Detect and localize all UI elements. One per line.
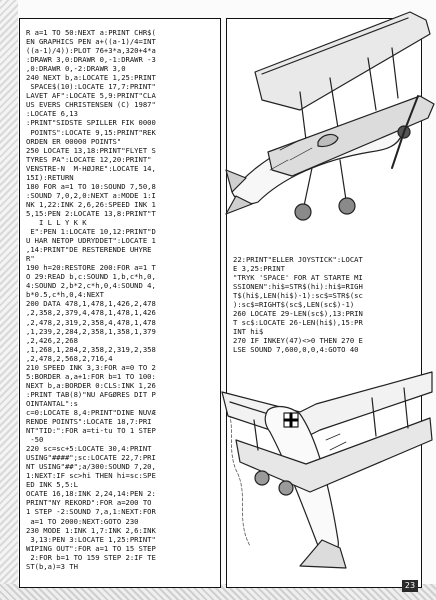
page-number: 23 xyxy=(402,580,418,592)
basic-listing-left: R a=1 TO 50:NEXT a:PRINT CHR$( EN GRAPHICS PEN a+((a-1)/4=INT ((a-1)/4)):PLOT 76+3*a,320+4*a :DRAWR 3,0:DRAWR 0,-1:DRAWR -3 ,0:DRAWR 0,-2:DRAWR 3,0 240 NEXT b,a:LOCATE 1,25:PRINT SPACE$(10):LOCATE 17,7:PRINT" LAVET AF":LOCATE 5,9:PRINT"CLA US EVERS CHRISTENSEN (C) 1987" :LOCATE 6,13 :PRINT"SIDSTE SPILLER FIK 0000 POINTS":LOCATE 9,15:PRINT"REK ORDEN ER 00000 POINTS" 250 LOCATE 13,18:PRINT"FLYET S TYRES PA":LOCATE 12,20:PRINT" VENSTRE-N M-HØJRE":LOCATE 14, 15I):RETURN 180 FOR a=1 TO 10:SOUND 7,50,8 :SOUND 7,0,2,0:NEXT a:MODE 1:I NK 1,22:INK 2,6,26:SPEED INK 1 5,15:PEN 2:LOCATE 13,8:PRINT"T I L L Y K K E":PEN 1:LOCATE 10,12:PRINT"D U HAR NETOP UDRYDDET":LOCATE 1 ,14:PRINT"DE RESTERENDE UHYRE R" 190 h=20:RESTORE 200:FOR a=1 T O 29:READ b,c:SOUND 1,b,c*h,0, 4:SOUND 2,b*2,c*h,0,4:SOUND 4, b*0.5,c*h,0,4:NEXT 200 DATA 478,1,478,1,426,2,478 ,2,358,2,379,4,478,1,478,1,426 ,2,478,2,319,2,358,4,478,1,478 ,1,239,2,284,2,358,1,358,1,379 ,2,426,2,268 ,1,268,1,284,2,358,2,319,2,358 ,2,478,2,568,2,716,4 210 SPEED INK 3,3:FOR a=0 TO 2 5:BORDER a,a+1:FOR b=1 TO 100: NEXT b,a:BORDER 0:CLS:INK 1,26 :PRINT TAB(8)"NU AFGØRES DIT P OINTANTAL":s c=0:LOCATE 8,4:PRINT"DINE NUVÆ RENDE POINTS":LOCATE 18,7:PRI NT"TID:":FOR a=ti-tu TO 1 STEP -50 220 sc=sc+5:LOCATE 30,4:PRINT USING"####";sc:LOCATE 22,7:PRI NT USING"##";a/300:SOUND 7,20, 1:NEXT:IF sc>hi THEN hi=sc:SPE ED INK 5,5:L OCATE 16,18:INK 2,24,14:PEN 2: PRINT"NY REKORD":FOR a=200 TO 1 STEP -2:SOUND 7,a,1:NEXT:FOR a=1 TO 2000:NEXT:GOTO 230 230 MODE 1:INK 1,7:INK 2,6:INK 3,13:PEN 3:LOCATE 1,25:PRINT" WIPING OUT":FOR a=1 TO 15 STEP 2:FOR b=1 TO 159 STEP 2:IF TE ST(b,a)=3 TH xyxy=(26,28,156,571)
basic-listing-right: 22:PRINT"ELLER JOYSTICK":LOCAT E 3,25:PRINT "TRYK 'SPACE' FOR AT STARTE MI SSIONEN":hi$=STR$(hi):hi$=RIGH T$(hi$,LEN(hi$)-1):sc$=STR$(sc ):sc$=RIGHT$(sc$,LEN(sc$)-1) 260 LOCATE 29-LEN(sc$),13:PRIN T sc$:LOCATE 26-LEN(hi$),15:PR INT hi$ 270 IF INKEY(47)<>0 THEN 270 E LSE SOUND 7,600,0,0,4:GOTO 40 xyxy=(233,255,363,355)
